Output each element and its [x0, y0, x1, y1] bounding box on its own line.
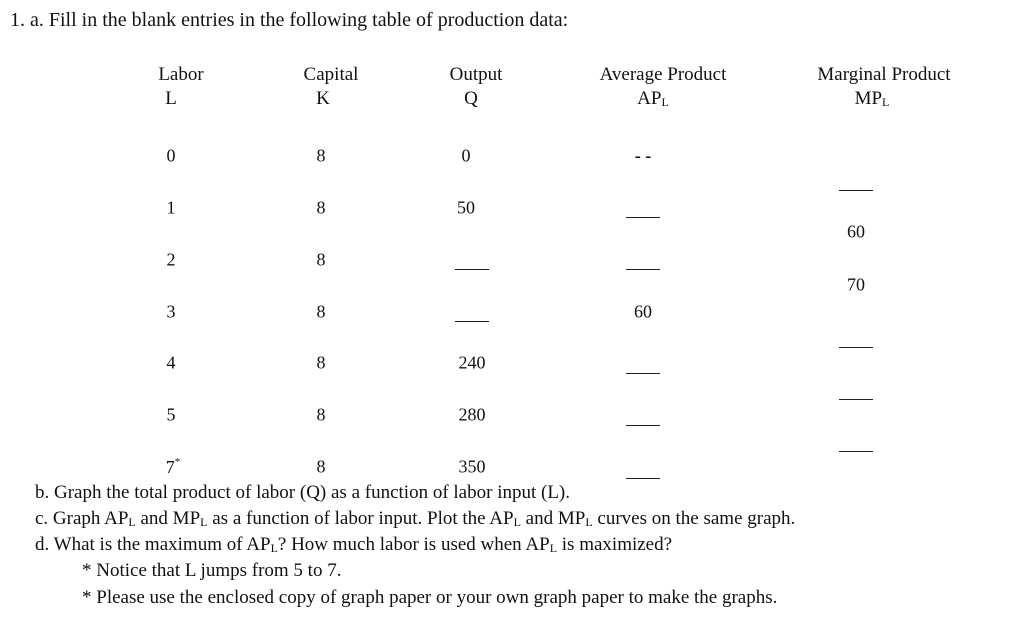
blank-output-2[interactable] [455, 269, 489, 270]
cell-capital-7: 8 [316, 456, 326, 477]
subscript-l: L [200, 515, 208, 529]
cell-labor-3: 3 [166, 301, 176, 322]
cell-labor-4: 4 [166, 352, 176, 373]
question-title: 1. a. Fill in the blank entries in the following table of production data: [10, 9, 569, 31]
header-output [450, 63, 503, 111]
cell-ap-3: 60 [634, 301, 652, 322]
note-labor-jump: * Notice that L jumps from 5 to 7. [82, 560, 342, 581]
cell-ap-0: - - [634, 145, 652, 166]
blank-mp-0-1[interactable] [839, 190, 873, 191]
cell-output-7: 350 [458, 456, 486, 477]
header-output-symbol: Q [464, 88, 478, 109]
header-labor [158, 63, 203, 111]
blank-mp-4-5[interactable] [839, 399, 873, 400]
question-d-part2: ? How much labor is used when AP [277, 534, 550, 555]
cell-capital-0: 8 [316, 145, 326, 166]
cell-capital-1: 8 [316, 197, 326, 218]
header-capital-symbol: K [316, 88, 330, 109]
blank-ap-5[interactable] [626, 425, 660, 426]
subscript-l: L [585, 515, 593, 529]
cell-capital-4: 8 [316, 352, 326, 373]
cell-output-0: 0 [461, 145, 471, 166]
header-ap-label: Average Product [599, 64, 727, 85]
question-c-part3: as a function of labor input. Plot the AP [207, 508, 514, 529]
note-graph-paper: * Please use the enclosed copy of graph paper or your own graph paper to make the graphs. [82, 587, 778, 608]
labor-7-value: 7 [165, 457, 175, 477]
cell-mp-1-2: 60 [847, 221, 865, 242]
subscript-l: L [513, 515, 521, 529]
blank-ap-2[interactable] [626, 269, 660, 270]
cell-mp-2-3: 70 [847, 274, 865, 295]
blank-output-3[interactable] [455, 321, 489, 322]
question-d-part1: d. What is the maximum of AP [35, 534, 271, 555]
blank-ap-7[interactable] [626, 478, 660, 479]
cell-labor-2: 2 [166, 249, 176, 270]
cell-labor-5: 5 [166, 404, 176, 425]
ap-subscript: L [661, 95, 669, 109]
question-d-part3: is maximized? [557, 534, 673, 555]
subscript-l: L [270, 541, 278, 555]
cell-output-1: 50 [457, 197, 475, 218]
header-labor-label: Labor [158, 64, 204, 85]
blank-ap-4[interactable] [626, 373, 660, 374]
question-c-part2: and MP [135, 508, 201, 529]
mp-symbol: MP [854, 88, 883, 109]
question-c [35, 506, 795, 535]
header-mp-symbol [793, 87, 950, 114]
blank-mp-3-4[interactable] [839, 347, 873, 348]
mp-subscript: L [882, 95, 890, 109]
asterisk-mark: * [174, 456, 181, 468]
cell-output-4: 240 [458, 352, 486, 373]
subscript-l: L [549, 541, 558, 555]
header-capital [304, 63, 359, 111]
header-ap-symbol [580, 87, 727, 114]
subscript-l: L [128, 515, 136, 529]
question-d [35, 532, 672, 561]
blank-ap-1[interactable] [626, 217, 660, 218]
cell-labor-7 [166, 456, 181, 478]
header-capital-label: Capital [303, 64, 359, 85]
header-output-label: Output [449, 64, 503, 85]
question-b: b. Graph the total product of labor (Q) as a function of labor input (L). [35, 482, 571, 503]
cell-output-5: 280 [458, 404, 486, 425]
header-marginal-product [817, 63, 950, 114]
cell-capital-3: 8 [316, 301, 326, 322]
cell-labor-0: 0 [166, 145, 176, 166]
question-c-part1: c. Graph AP [35, 508, 129, 529]
header-average-product [600, 63, 727, 114]
cell-labor-1: 1 [166, 197, 176, 218]
header-mp-label: Marginal Product [817, 64, 951, 85]
header-labor-symbol: L [165, 88, 177, 109]
cell-capital-2: 8 [316, 249, 326, 270]
cell-capital-5: 8 [316, 404, 326, 425]
question-c-part5: curves on the same graph. [592, 508, 796, 529]
blank-mp-5-7[interactable] [839, 451, 873, 452]
ap-symbol: AP [637, 88, 662, 109]
question-c-part4: and MP [520, 508, 586, 529]
